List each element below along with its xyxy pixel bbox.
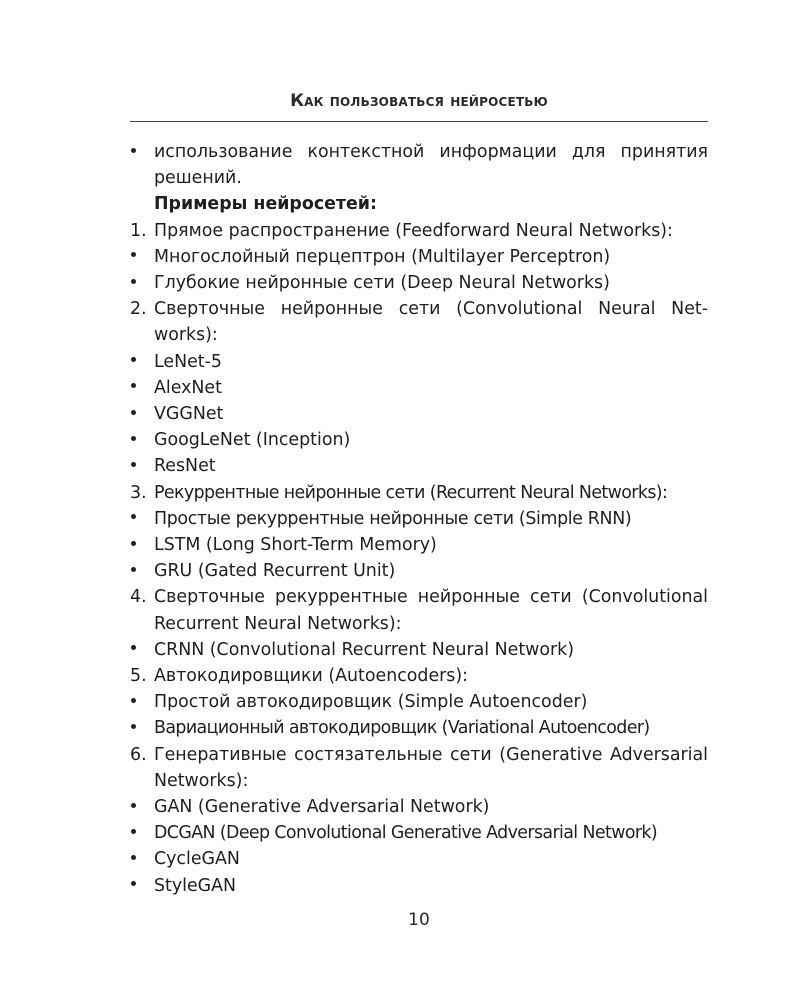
list-item-text: Вариационный автокодировщик (Variational Autoencoder) (154, 718, 650, 739)
numbered-item-text: Автокодировщики (Autoencoders): (154, 666, 469, 687)
bullet-marker (130, 427, 154, 453)
bullet-marker (130, 715, 154, 741)
list-item (130, 820, 708, 846)
list-item-text: GRU (Gated Recurrent Unit) (154, 561, 396, 582)
list-item (130, 846, 708, 872)
list-item (130, 532, 708, 558)
section-label: Примеры нейросетей: (154, 194, 377, 215)
list-item (130, 873, 708, 899)
bullet-marker (130, 558, 154, 584)
numbered-item (130, 296, 708, 348)
list-item (130, 427, 708, 453)
section-label-row (130, 191, 708, 217)
bullet-marker (130, 375, 154, 401)
page-body (130, 139, 708, 899)
list-item-text: Простой автокодировщик (Simple Autoencoder) (154, 692, 588, 713)
list-item-text: CycleGAN (154, 849, 240, 870)
numbered-item-text: Сверточные нейронные сети (Convolutional Neural Net-works): (154, 299, 708, 346)
numbered-item-text: Рекуррентные нейронные сети (Recurrent Neural Networks): (154, 482, 668, 503)
list-item (130, 139, 708, 191)
list-item-text: Многослойный перцептрон (Multilayer Perceptron) (154, 246, 611, 267)
bullet-marker (130, 139, 154, 165)
bullet-marker (130, 637, 154, 663)
list-item (130, 558, 708, 584)
header-rule (130, 121, 708, 122)
bullet-marker (130, 453, 154, 479)
numbered-item (130, 584, 708, 636)
page-number: 10 (408, 910, 430, 930)
list-item (130, 453, 708, 479)
bullet-marker (130, 689, 154, 715)
item-number: 1. (130, 220, 147, 241)
bullet-marker (130, 244, 154, 270)
list-item (130, 375, 708, 401)
list-item (130, 506, 708, 532)
bullet-marker (130, 794, 154, 820)
numbered-item (130, 663, 708, 689)
numbered-item-text: Сверточные рекуррентные нейронные сети (Convolutional Recurrent Neural Networks): (154, 587, 708, 634)
item-number: 6. (130, 744, 147, 765)
list-item-text: VGGNet (154, 404, 224, 425)
item-number: 5. (130, 666, 147, 687)
bullet-marker (130, 349, 154, 375)
list-item-text: CRNN (Convolutional Recurrent Neural Network) (154, 639, 575, 660)
list-item-text: LSTM (Long Short-Term Memory) (154, 535, 437, 556)
list-item-text: использование контекстной информации для принятия решений. (154, 142, 708, 189)
item-number: 2. (130, 299, 147, 320)
bullet-marker (130, 846, 154, 872)
running-head: Как пользоваться нейросетью (290, 91, 548, 111)
bullet-marker (130, 506, 154, 532)
numbered-item-text: Генеративные состязательные сети (Generative Adversarial Networks): (154, 744, 708, 791)
list-item-text: Глубокие нейронные сети (Deep Neural Networks) (154, 273, 610, 294)
list-item-text: DCGAN (Deep Convolutional Generative Adversarial Network) (154, 823, 658, 844)
list-item-text: GAN (Generative Adversarial Network) (154, 797, 490, 818)
list-item-text: Простые рекуррентные нейронные сети (Simple RNN) (154, 508, 632, 529)
list-item (130, 637, 708, 663)
list-item (130, 689, 708, 715)
list-item (130, 715, 708, 741)
list-item (130, 349, 708, 375)
list-item-text: AlexNet (154, 377, 222, 398)
item-number: 4. (130, 587, 147, 608)
list-item (130, 244, 708, 270)
bullet-marker (130, 270, 154, 296)
list-item (130, 270, 708, 296)
numbered-item (130, 218, 708, 244)
numbered-item (130, 742, 708, 794)
numbered-item-text: Прямое распространение (Feedforward Neural Networks): (154, 220, 673, 241)
list-item-text: StyleGAN (154, 875, 237, 896)
item-number: 3. (130, 482, 147, 503)
list-item (130, 794, 708, 820)
numbered-item (130, 480, 708, 506)
list-item-text: LeNet-5 (154, 351, 222, 372)
bullet-marker (130, 820, 154, 846)
bullet-marker (130, 532, 154, 558)
list-item-text: GoogLeNet (Inception) (154, 430, 351, 451)
list-item (130, 401, 708, 427)
bullet-marker (130, 873, 154, 899)
bullet-marker (130, 401, 154, 427)
list-item-text: ResNet (154, 456, 216, 477)
